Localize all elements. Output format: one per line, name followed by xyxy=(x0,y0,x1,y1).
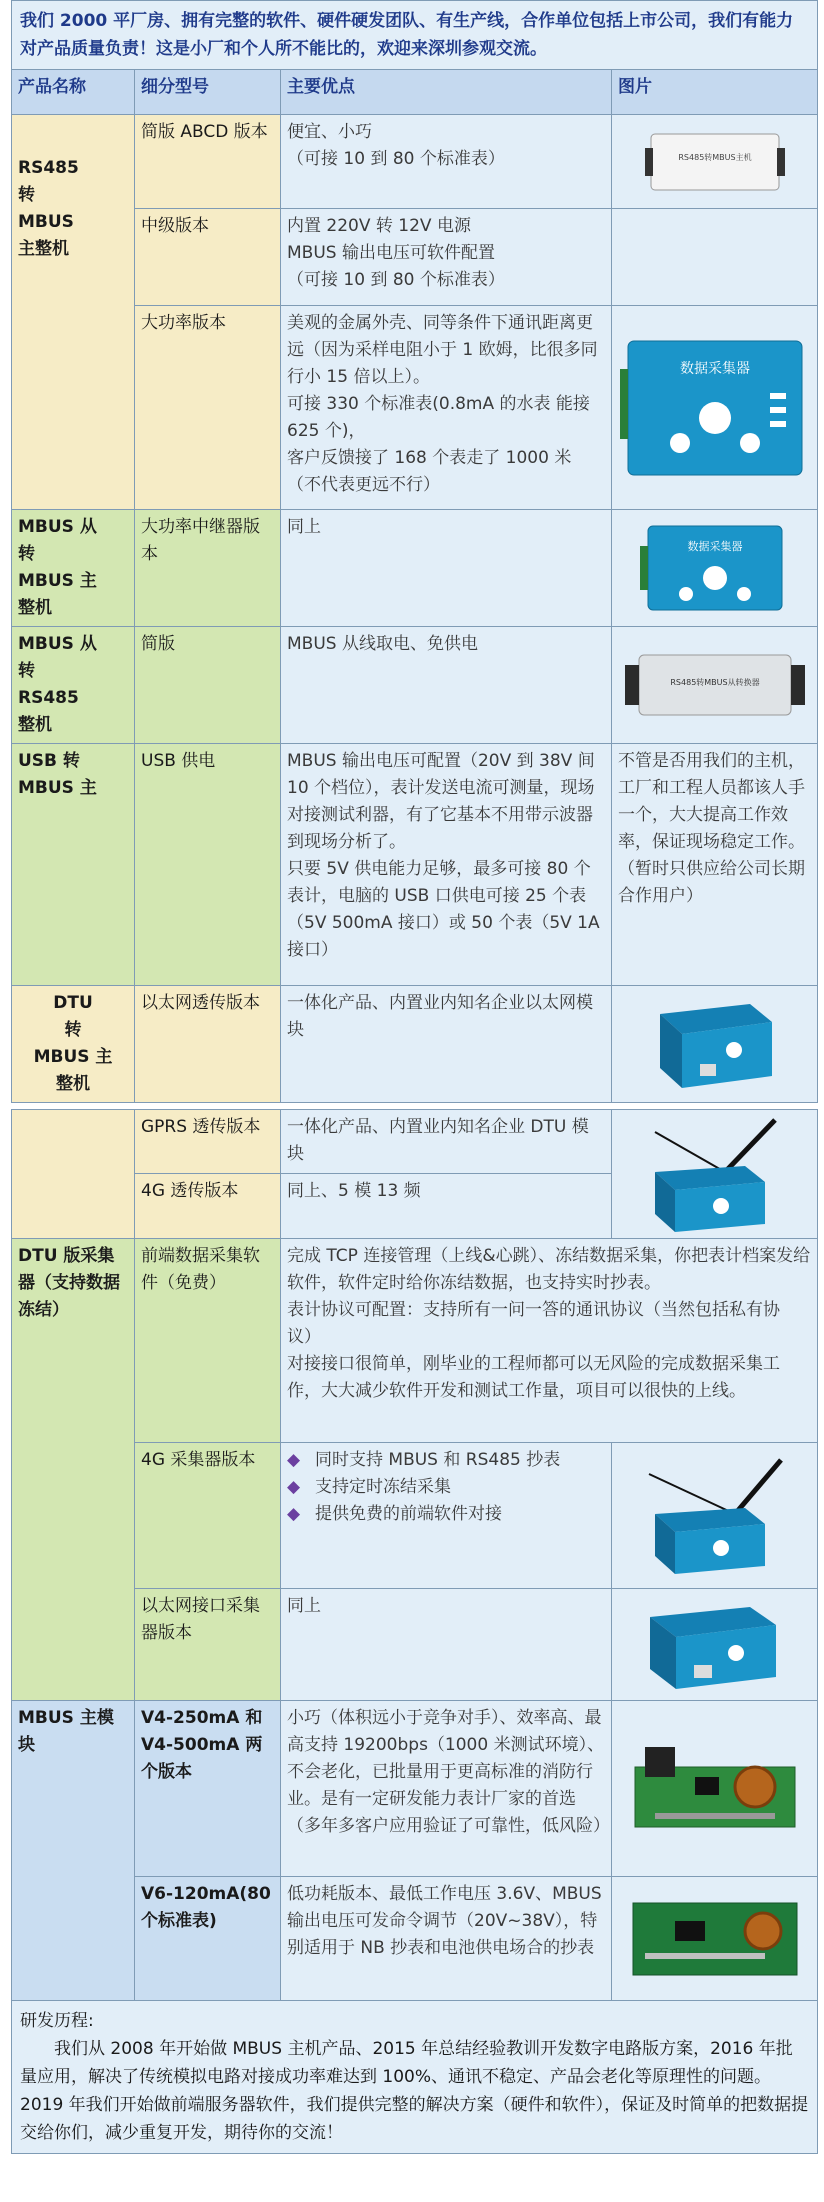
image-cell xyxy=(612,115,818,209)
product-mbus-mbus: MBUS 从 转 MBUS 主 整机 xyxy=(12,510,135,627)
advantage-cell: 完成 TCP 连接管理（上线&心跳）、冻结数据采集，你把表计档案发给软件，软件定时给你冻结数据，也支持实时抄表。 表计协议可配置：支持所有一问一答的通讯协议（当然包括私有协议） 对接接口很简单，刚毕业的工程师都可以无风险的完成数据采集工作，大大减少软件开发和测试工作量，项目可以很快的上线。 xyxy=(281,1239,818,1443)
model-cell: GPRS 透传版本 xyxy=(135,1110,281,1174)
model-cell: V6-120mA(80个标准表) xyxy=(135,1877,281,2001)
v6-module-image xyxy=(625,1891,805,1987)
model-cell: V4-250mA 和 V4-500mA 两个版本 xyxy=(135,1701,281,1877)
advantage-cell: 小巧（体积远小于竞争对手）、效率高、最高支持 19200bps（1000 米测试环境）、不会老化，已批量用于更高标准的消防行业。是有一定研发能力表计厂家的首选（多年多客户应用验证了可靠性，低风险） xyxy=(281,1701,612,1877)
repeater-image xyxy=(640,520,790,616)
advantage-cell: 美观的金属外壳、同等条件下通讯距离更远（因为采样电阻小于 1 欧姆，比很多同行小 15 倍以上）。 可接 330 个标准表(0.8mA 的水表 能接 625 个)， 客户反馈接了 168 个表走了 1000 米（不代表更远不行） xyxy=(281,306,612,510)
advantage-cell: MBUS 输出电压可配置（20V 到 38V 间 10 个档位），表计发送电流可测量，现场对接测试利器，有了它基本不用带示波器到现场分析了。 只要 5V 供电能力足够，最多可接 80 个表计，电脑的 USB 口供电可接 25 个表（5V 500mA 接口）或 50 个表（5V 1A 接口） xyxy=(281,744,612,986)
table-row xyxy=(12,2001,818,2154)
image-cell xyxy=(612,1443,818,1589)
small-box-label: RS485转MBUS主机 xyxy=(677,152,752,162)
ethernet-dtu-image xyxy=(650,994,780,1094)
product-rs485-mbus: RS485 转 MBUS 主整机 xyxy=(12,115,135,510)
advantage-cell xyxy=(281,1443,612,1589)
image-cell xyxy=(612,627,818,744)
table-row xyxy=(12,986,818,1103)
product-dtu-collector: DTU 版采集器（支持数据冻结） xyxy=(12,1239,135,1701)
list-item: ◆ 提供免费的前端软件对接 xyxy=(287,1501,605,1528)
box-label: 数据采集器 xyxy=(679,360,750,377)
model-cell: 前端数据采集软件（免费） xyxy=(135,1239,281,1443)
header-advantage: 主要优点 xyxy=(281,70,612,115)
image-cell xyxy=(612,1701,818,1877)
header-image: 图片 xyxy=(612,70,818,115)
box-label: 数据采集器 xyxy=(687,540,743,553)
header-model: 细分型号 xyxy=(135,70,281,115)
product-mbus-module: MBUS 主模块 xyxy=(12,1701,135,2001)
list-item: ◆ 同时支持 MBUS 和 RS485 抄表 xyxy=(287,1447,605,1474)
ethernet-collector-image xyxy=(640,1595,790,1695)
history-title: 研发历程: xyxy=(20,2011,94,2031)
model-cell: 4G 透传版本 xyxy=(135,1173,281,1238)
model-cell: 中级版本 xyxy=(135,209,281,306)
model-cell: 大功率版本 xyxy=(135,306,281,510)
model-cell: 大功率中继器版本 xyxy=(135,510,281,627)
advantage-cell: 一体化产品、内置业内知名企业以太网模块 xyxy=(281,986,612,1103)
product-dtu-blank xyxy=(12,1110,135,1239)
model-cell: 简版 ABCD 版本 xyxy=(135,115,281,209)
image-cell xyxy=(612,1589,818,1701)
4g-collector-image xyxy=(625,1454,805,1578)
history-section xyxy=(12,2001,818,2154)
blue-collector-image xyxy=(620,333,810,483)
product-mbus-rs485: MBUS 从 转 RS485 整机 xyxy=(12,627,135,744)
diamond-icon: ◆ xyxy=(287,1477,301,1497)
model-cell: 以太网接口采集器版本 xyxy=(135,1589,281,1701)
small-converter-image xyxy=(645,124,785,200)
diamond-icon: ◆ xyxy=(287,1504,301,1524)
image-cell xyxy=(612,306,818,510)
product-document xyxy=(11,0,817,2154)
image-cell xyxy=(612,510,818,627)
gprs-dtu-image xyxy=(625,1112,805,1236)
intro-text: 我们 2000 平厂房、拥有完整的软件、硬件硬发团队、有生产线，合作单位包括上市公司，我们有能力对产品质量负责！这是小厂和个人所不能比的，欢迎来深圳参观交流。 xyxy=(12,1,818,70)
header-product: 产品名称 xyxy=(12,70,135,115)
advantage-cell: 便宜、小巧 （可接 10 到 80 个标准表） xyxy=(281,115,612,209)
image-cell-empty xyxy=(612,209,818,306)
table-row xyxy=(12,115,818,209)
v4-module-image xyxy=(625,1737,805,1841)
advantage-cell: 同上、5 模 13 频 xyxy=(281,1173,612,1238)
history-body: 我们从 2008 年开始做 MBUS 主机产品、2015 年总结经验教训开发数字电路版方案，2016 年批量应用，解决了传统模拟电路对接成功率难达到 100%、通讯不稳定、产品会老化等原理性的问题。2019 年我们开始做前端服务器软件，我们提供完整的解决方案（硬件和软件），保证及时简单的把数据提交给你们，减少重复开发，期待你的交流！ xyxy=(20,2039,809,2143)
image-cell xyxy=(612,1110,818,1239)
table-row xyxy=(12,510,818,627)
table-row xyxy=(12,744,818,986)
product-dtu-mbus: DTU 转 MBUS 主 整机 xyxy=(12,986,135,1103)
table-row xyxy=(12,1701,818,1877)
model-cell: 4G 采集器版本 xyxy=(135,1443,281,1589)
advantage-cell: 同上 xyxy=(281,510,612,627)
model-cell: 简版 xyxy=(135,627,281,744)
table-row xyxy=(12,1239,818,1443)
model-cell: USB 供电 xyxy=(135,744,281,986)
advantage-cell: 内置 220V 转 12V 电源 MBUS 输出电压可软件配置 （可接 10 到 80 个标准表） xyxy=(281,209,612,306)
product-usb-mbus: USB 转 MBUS 主 xyxy=(12,744,135,986)
list-item: ◆ 支持定时冻结采集 xyxy=(287,1474,605,1501)
advantage-cell: MBUS 从线取电、免供电 xyxy=(281,627,612,744)
table-row xyxy=(12,627,818,744)
model-cell: 以太网透传版本 xyxy=(135,986,281,1103)
section-gap xyxy=(12,1103,818,1110)
gray-box-label: RS485转MBUS从转换器 xyxy=(669,678,760,687)
gray-converter-image xyxy=(625,647,805,723)
advantage-cell: 同上 xyxy=(281,1589,612,1701)
table-header xyxy=(12,70,818,115)
usb-note: 不管是否用我们的主机，工厂和工程人员都该人手一个，大大提高工作效率，保证现场稳定工作。 （暂时只供应给公司长期合作用户） xyxy=(612,744,818,986)
advantage-cell: 一体化产品、内置业内知名企业 DTU 模块 xyxy=(281,1110,612,1174)
image-cell xyxy=(612,1877,818,2001)
image-cell xyxy=(612,986,818,1103)
product-table xyxy=(11,0,818,2154)
advantage-cell: 低功耗版本、最低工作电压 3.6V、MBUS 输出电压可发命令调节（20V~38V），特别适用于 NB 抄表和电池供电场合的抄表 xyxy=(281,1877,612,2001)
diamond-icon: ◆ xyxy=(287,1450,301,1470)
table-row xyxy=(12,1110,818,1174)
